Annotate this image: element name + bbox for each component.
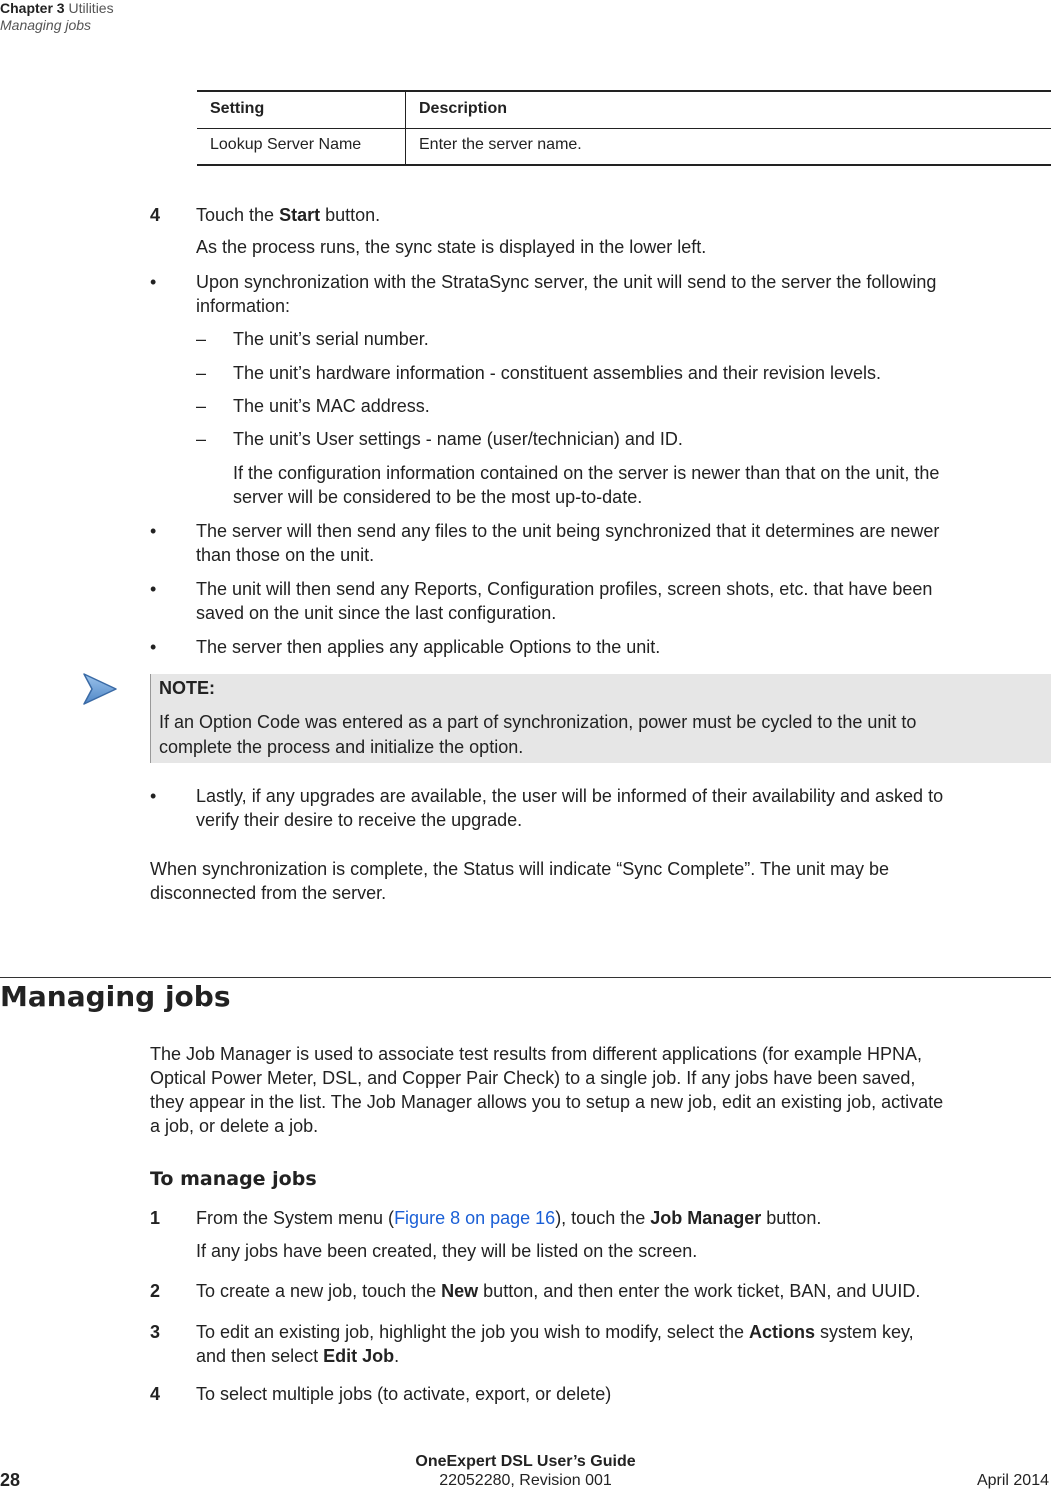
step-text-line2: and then select Edit Job.: [196, 1346, 400, 1366]
bullet-text-line: Upon synchronization with the StrataSync server, the unit will send to the server the following: [196, 272, 937, 292]
bullet-text-line: Lastly, if any upgrades are available, the user will be informed of their availability and asked to: [196, 786, 944, 806]
step-subtext: If any jobs have been created, they will be listed on the screen.: [196, 1241, 698, 1261]
footer-date: April 2014: [976, 1472, 1049, 1489]
paragraph-line: When synchronization is complete, the Status will indicate “Sync Complete”. The unit may be: [150, 859, 890, 879]
chapter-name: Utilities: [68, 0, 114, 16]
settings-table: [197, 90, 1051, 166]
note-title: NOTE:: [159, 678, 215, 698]
step-text: From the System menu (Figure 8 on page 16), touch the Job Manager button.: [196, 1208, 822, 1228]
actions-keyword: Actions: [748, 1322, 815, 1342]
step-text: To create a new job, touch the New button, and then enter the work ticket, BAN, and UUID.: [196, 1281, 921, 1301]
bullet-text-line: The server will then send any files to the unit being synchronized that it determines are newer: [196, 521, 940, 541]
paragraph-line: Optical Power Meter, DSL, and Copper Pair Check) to a single job. If any jobs have been saved,: [150, 1068, 916, 1088]
bullet-mark: •: [150, 272, 157, 292]
running-header-section: Managing jobs: [0, 17, 92, 33]
paragraph-line: they appear in the list. The Job Manager allows you to setup a new job, edit an existing job, activate: [150, 1092, 944, 1112]
note-box: [150, 674, 1051, 763]
step-number: 4: [150, 1384, 161, 1404]
dash-mark: –: [196, 396, 207, 416]
table-header-setting: Setting: [197, 91, 406, 129]
table-row: [197, 129, 1051, 166]
footer-revision: 22052280, Revision 001: [439, 1472, 612, 1489]
step-text: To edit an existing job, highlight the job you wish to modify, select the Actions system key,: [196, 1322, 914, 1342]
start-keyword: Start: [279, 205, 321, 225]
section-title: Managing jobs: [0, 980, 231, 1013]
step-number: 2: [150, 1281, 161, 1301]
dash-item: The unit’s hardware information - constituent assemblies and their revision levels.: [233, 363, 881, 383]
bullet-mark: •: [150, 521, 157, 541]
step-text: To select multiple jobs (to activate, export, or delete): [196, 1384, 612, 1404]
dash-item: The unit’s User settings - name (user/technician) and ID.: [233, 429, 683, 449]
note-arrow-icon: [80, 672, 120, 706]
paragraph-line: The Job Manager is used to associate test results from different applications (for example HPNA,: [150, 1044, 923, 1064]
bullet-text-line: information:: [196, 296, 291, 316]
step-number: 1: [150, 1208, 161, 1228]
bullet-mark: •: [150, 786, 157, 806]
figure-link[interactable]: Figure 8 on page 16: [394, 1208, 556, 1228]
dash-item: The unit’s serial number.: [233, 329, 429, 349]
dash-mark: –: [196, 329, 207, 349]
bullet-text-line: verify their desire to receive the upgrade.: [196, 810, 523, 830]
job-manager-keyword: Job Manager: [650, 1208, 762, 1228]
section-divider: [0, 977, 1051, 978]
bullet-text-line: The server then applies any applicable Options to the unit.: [196, 637, 661, 657]
new-keyword: New: [441, 1281, 479, 1301]
table-header-description: Description: [406, 91, 1051, 129]
chapter-label: Chapter 3: [0, 0, 65, 16]
edit-job-keyword: Edit Job: [323, 1346, 395, 1366]
page-number: 28: [0, 1470, 21, 1490]
dash-subtext: If the configuration information contained on the server is newer than that on the unit, the: [233, 463, 940, 483]
bullet-text-line: The unit will then send any Reports, Configuration profiles, screen shots, etc. that have been: [196, 579, 933, 599]
table-cell: Lookup Server Name: [197, 129, 406, 166]
footer-title: OneExpert DSL User’s Guide: [415, 1453, 636, 1470]
dash-subtext: server will be considered to be the most up-to-date.: [233, 487, 643, 507]
note-text: If an Option Code was entered as a part of synchronization, power must be cycled to the unit to complete the process and initialize the option.: [159, 712, 917, 757]
dash-mark: –: [196, 429, 207, 449]
bullet-text-line: saved on the unit since the last configuration.: [196, 603, 557, 623]
step-subtext: As the process runs, the sync state is displayed in the lower left.: [196, 237, 707, 257]
dash-mark: –: [196, 363, 207, 383]
step-number: 3: [150, 1322, 161, 1342]
table-cell: Enter the server name.: [406, 129, 1051, 166]
bullet-mark: •: [150, 579, 157, 599]
paragraph-line: a job, or delete a job.: [150, 1116, 319, 1136]
procedure-title: To manage jobs: [150, 1168, 317, 1190]
bullet-text-line: than those on the unit.: [196, 545, 375, 565]
bullet-mark: •: [150, 637, 157, 657]
step-number: 4: [150, 205, 161, 225]
step-text: Touch the Start button.: [196, 205, 381, 225]
dash-item: The unit’s MAC address.: [233, 396, 430, 416]
paragraph-line: disconnected from the server.: [150, 883, 387, 903]
running-header-chapter: [0, 0, 114, 17]
